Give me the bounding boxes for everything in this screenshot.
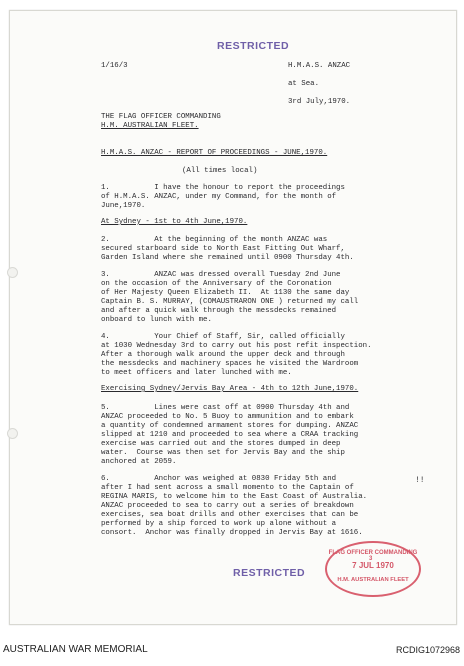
paragraph-line: 1. I have the honour to report the proceedings [101, 184, 345, 192]
archive-credit: AUSTRALIAN WAR MEMORIAL [3, 644, 148, 655]
punch-hole [7, 267, 18, 278]
letter-date: 3rd July,1970. [288, 98, 351, 106]
section-heading: At Sydney - 1st to 4th June,1970. [101, 218, 248, 226]
times-note: (All times local) [182, 167, 258, 175]
ship-name: H.M.A.S. ANZAC [288, 62, 351, 70]
paragraph-line: 2. At the beginning of the month ANZAC was [101, 236, 328, 244]
paragraph-line: and after a quick walk through the messdecks remained [101, 307, 337, 315]
seal-line-1: FLAG OFFICER COMMANDING [328, 550, 418, 556]
paragraph-line: Captain B. S. MURRAY, (COMAUSTRARON ONE ) returned my call [101, 298, 359, 306]
margin-mark: !! [415, 476, 425, 485]
paragraph-line: the messdecks and machinery spaces he visited the Wardroom [101, 360, 359, 368]
addressee-line: THE FLAG OFFICER COMMANDING [101, 113, 221, 121]
paragraph-line: 4. Your Chief of Staff, Sir, called officially [101, 333, 345, 341]
record-id: RCDIG1072968 [395, 645, 460, 655]
paragraph-line: Garden Island where she remained until 0900 Thursday 4th. [101, 254, 354, 262]
paragraph-line: secured starboard side to North East Fitting Out Wharf, [101, 245, 345, 253]
paragraph-line: After a thorough walk around the upper deck and through [101, 351, 345, 359]
paragraph-line: on the occasion of the Anniversary of the Coronation [101, 280, 332, 288]
paragraph-line: water. Course was then set for Jervis Bay and the ship [101, 449, 345, 457]
paragraph-line: at 1030 Wednesday 3rd to carry out his post refit inspection. [101, 342, 372, 350]
paragraph-line: ANZAC proceeded to No. 5 Buoy to ammunition and to embark [101, 413, 354, 421]
restricted-stamp-bottom: RESTRICTED [233, 567, 306, 579]
paragraph-line: after I had sent across a small momento to the Captain of [101, 484, 354, 492]
paragraph-line: exercise was carried out and the stores dumped in deep [101, 440, 341, 448]
paragraph-line: REGINA MARIS, to welcome him to the East Coast of Australia. [101, 493, 368, 501]
paragraph-line: to meet officers and later lunched with me. [101, 369, 292, 377]
paragraph-line: ANZAC proceeded to sea to carry out a series of breakdown [101, 502, 354, 510]
report-title: H.M.A.S. ANZAC - REPORT OF PROCEEDINGS - JUNE,1970. [101, 149, 328, 157]
paragraph-line: performed by a ship forced to work up alone without a [101, 520, 337, 528]
paragraph-line: of Her Majesty Queen Elizabeth II. At 1130 the same day [101, 289, 350, 297]
seal-line-3: H.M. AUSTRALIAN FLEET [337, 577, 409, 583]
paragraph-line: June,1970. [101, 202, 146, 210]
seal-number: 3 [369, 556, 373, 562]
restricted-stamp-top: RESTRICTED [217, 40, 290, 52]
paragraph-line: of H.M.A.S. ANZAC, under my Command, for the month of [101, 193, 337, 201]
section-heading: Exercising Sydney/Jervis Bay Area - 4th to 12th June,1970. [101, 385, 359, 393]
paragraph-line: 3. ANZAC was dressed overall Tuesday 2nd June [101, 271, 341, 279]
paragraph-line: onboard to lunch with me. [101, 316, 212, 324]
punch-hole [7, 428, 18, 439]
paragraph-line: 6. Anchor was weighed at 0830 Friday 5th and [101, 475, 337, 483]
paragraph-line: slipped at 1210 and proceeded to sea where a CRAA tracking [101, 431, 359, 439]
paragraph-line: 5. Lines were cast off at 0900 Thursday 4th and [101, 404, 350, 412]
paragraph-line: anchored at 2059. [101, 458, 177, 466]
addressee-line: H.M. AUSTRALIAN FLEET. [101, 122, 199, 130]
paragraph-line: exercises, sea boat drills and other exercises that can be [101, 511, 359, 519]
paragraph-line: a quantity of condemned armament stores for dumping. ANZAC [101, 422, 359, 430]
location: at Sea. [288, 80, 320, 88]
reference-number: 1/16/3 [101, 62, 128, 70]
paragraph-line: consort. Anchor was finally dropped in Jervis Bay at 1616. [101, 529, 363, 537]
seal-date: 7 JUL 1970 [352, 561, 394, 570]
received-seal-stamp [325, 541, 421, 597]
